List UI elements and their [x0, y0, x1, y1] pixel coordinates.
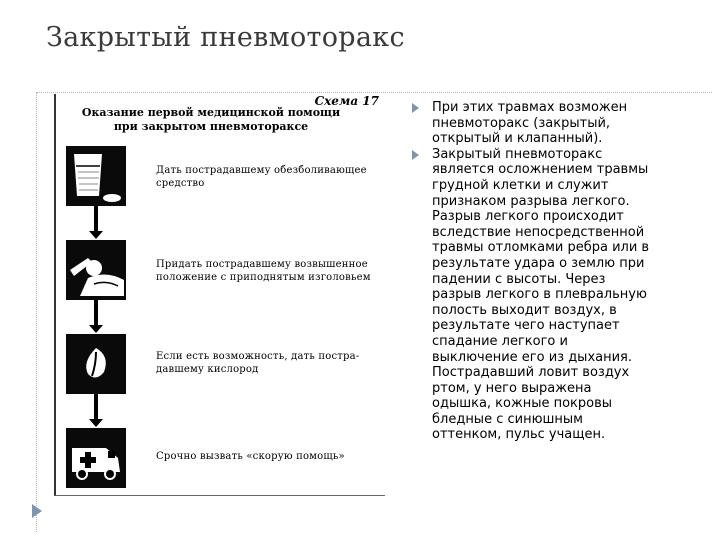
- bullet-item: Закрытый пневмоторакс является осложнением травмы грудной клетки и служит признаком разрыва легкого. Разрыв легкого происходит вследствие непосредственной травмы отломками ребра или в результате удара о землю при падении с высоты. Через разрыв легкого в плевральную полость выходит воздух, в результате чего наступает спадание легкого и выключение его из дыхания. Пострадавший ловит воздух ртом, у него выражена одышка, кожные покровы бледные с синюшным оттенком, пульс учащен.: [412, 147, 712, 443]
- bullet-arrow-icon: [412, 103, 419, 113]
- scheme-heading: [76, 106, 346, 134]
- bullet-item: При этих травмах возможен пневмоторакс (закрытый, открытый и клапанный).: [412, 100, 712, 147]
- first-aid-scheme: [54, 94, 385, 496]
- step-arrow: [94, 300, 98, 326]
- bullet-list: [412, 100, 712, 443]
- lying-person-icon: [66, 240, 126, 300]
- step-arrow: [94, 206, 98, 232]
- scheme-label: Схема 17: [314, 94, 379, 108]
- divider-horizontal: [36, 92, 712, 93]
- bullet-arrow-icon: [412, 150, 419, 160]
- step-arrow: [94, 394, 98, 420]
- step-1-text: Дать пострадавшему обезболивающее средство: [156, 165, 367, 189]
- slide-title: Закрытый пневмоторакс: [46, 22, 405, 53]
- divider-vertical: [36, 92, 37, 532]
- scheme-heading-line: при закрытом пневмотораксе: [113, 120, 309, 133]
- ambulance-icon: [66, 428, 126, 488]
- oxygen-leaf-icon: [66, 334, 126, 394]
- scheme-heading-line: Оказание первой медицинской помощи: [81, 106, 341, 119]
- corner-arrow-icon: [32, 504, 42, 518]
- step-3-text: Если есть возможность, дать постра- давшему кислород: [156, 351, 360, 375]
- step-4-text: Срочно вызвать «скорую помощь»: [156, 451, 345, 462]
- glass-and-pill-icon: [66, 146, 126, 206]
- step-2-text: Придать пострадавшему возвышенное положение с приподнятым изголовьем: [156, 259, 371, 283]
